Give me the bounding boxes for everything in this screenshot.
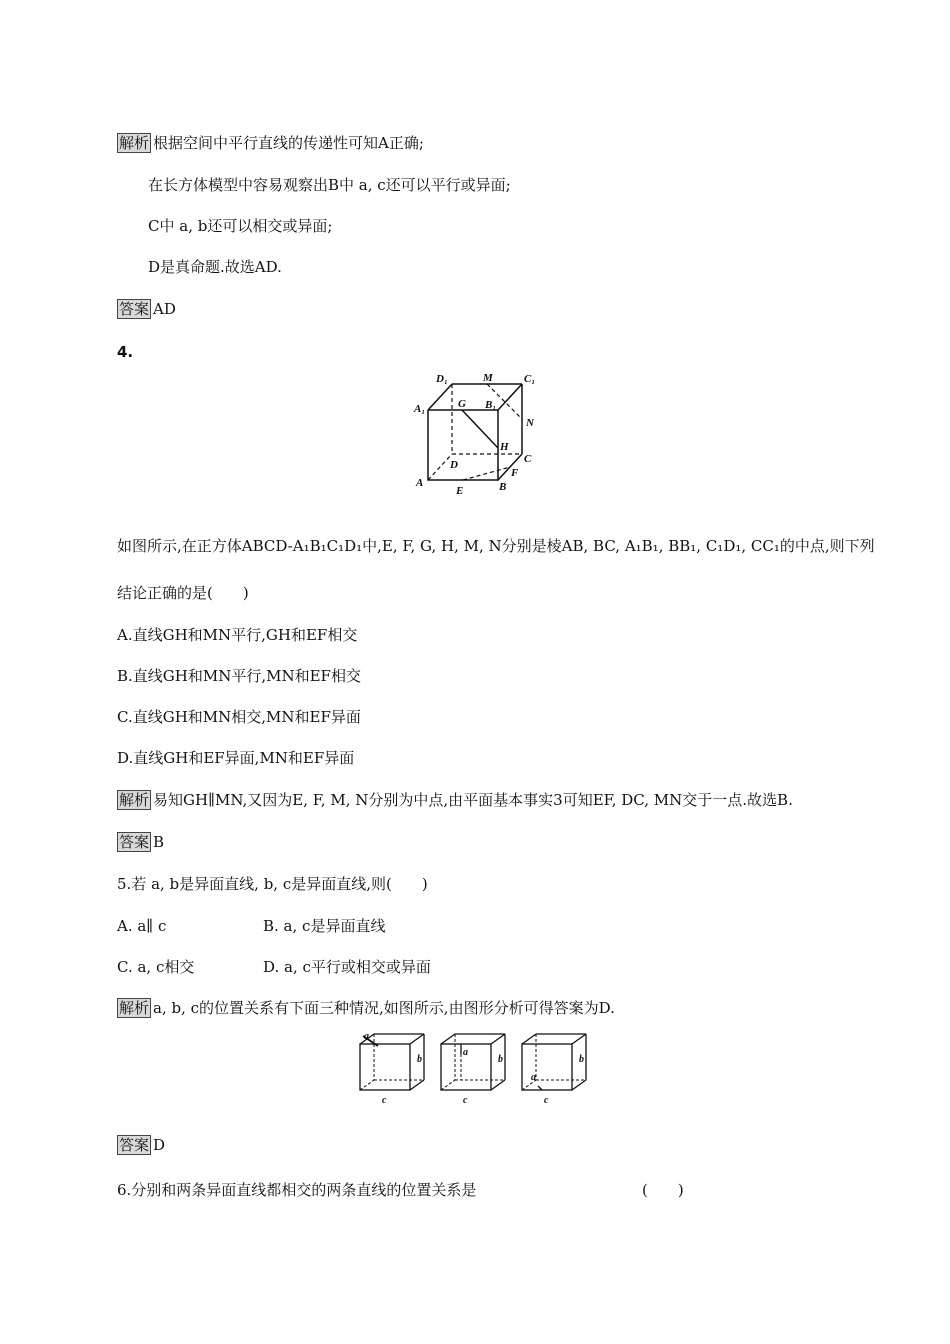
label-a: a [531, 1072, 536, 1083]
answer-tag: 答案 [119, 833, 150, 851]
label-B1: B₁ [485, 399, 497, 411]
question-5-option-c: C. a, c相交 [117, 958, 195, 976]
solution-q3-line3: C中 a, b还可以相交或异面; [148, 217, 333, 235]
label-c: c [544, 1095, 549, 1106]
label-A: A [416, 477, 424, 489]
answer-tag: 答案 [119, 1136, 150, 1154]
label-F: F [511, 467, 519, 479]
label-M: M [483, 372, 493, 384]
solution-q3-line2: 在长方体模型中容易观察出B中 a, c还可以平行或异面; [148, 176, 511, 194]
label-c: c [382, 1095, 387, 1106]
label-a: a [364, 1031, 369, 1042]
label-E: E [456, 485, 464, 497]
label-D: D [450, 459, 458, 471]
question-5-option-b: B. a, c是异面直线 [263, 917, 386, 935]
answer-q4: 答案 B [119, 833, 165, 851]
three-boxes-figure-q5 [355, 1030, 600, 1110]
question-5-option-a: A. a∥ c [117, 917, 167, 935]
label-H: H [500, 441, 509, 453]
question-4-option-b: B.直线GH和MN平行,MN和EF相交 [117, 667, 361, 685]
label-C: C [524, 453, 532, 465]
label-N: N [526, 417, 534, 429]
solution-tag: 解析 [119, 134, 150, 152]
question-4-option-c: C.直线GH和MN相交,MN和EF异面 [117, 708, 361, 726]
label-a: a [463, 1047, 468, 1058]
label-c: c [463, 1095, 468, 1106]
question-6-stem: 6.分别和两条异面直线都相交的两条直线的位置关系是 [117, 1181, 477, 1199]
label-b: b [498, 1054, 503, 1065]
question-4-stem-line1: 如图所示,在正方体ABCD-A₁B₁C₁D₁中,E, F, G, H, M, N分别是棱AB, BC, A₁B₁, BB₁, C₁D₁, CC₁的中点,则下列 [117, 537, 875, 555]
label-D1: D₁ [436, 373, 448, 385]
label-G: G [458, 398, 466, 410]
question-5-stem: 5.若 a, b是异面直线, b, c是异面直线,则( ) [117, 875, 428, 893]
question-4-number: 4. [117, 343, 134, 361]
label-b: b [579, 1054, 584, 1065]
solution-q3-line1: 解析 根据空间中平行直线的传递性可知A正确; [119, 134, 424, 152]
question-4-option-d: D.直线GH和EF异面,MN和EF异面 [117, 749, 355, 767]
question-5-option-d: D. a, c平行或相交或异面 [263, 958, 431, 976]
label-A1: A₁ [414, 403, 426, 415]
label-C1: C₁ [524, 373, 536, 385]
solution-tag: 解析 [119, 999, 150, 1017]
label-B: B [499, 481, 507, 493]
cube-figure-q4 [410, 370, 550, 500]
solution-tag: 解析 [119, 791, 150, 809]
answer-tag: 答案 [119, 300, 150, 318]
question-6-answer-blank: ( ) [642, 1181, 684, 1199]
question-4-option-a: A.直线GH和MN平行,GH和EF相交 [117, 626, 358, 644]
answer-q3: 答案 AD [119, 300, 176, 318]
answer-q5: 答案 D [119, 1136, 166, 1154]
label-b: b [417, 1054, 422, 1065]
solution-q4: 解析 易知GH∥MN,又因为E, F, M, N分别为中点,由平面基本事实3可知EF, DC, MN交于一点.故选B. [119, 791, 793, 809]
solution-q5: 解析 a, b, c的位置关系有下面三种情况,如图所示,由图形分析可得答案为D. [119, 999, 615, 1017]
question-4-stem-line2: 结论正确的是( ) [117, 584, 249, 602]
solution-q3-line4: D是真命题.故选AD. [148, 258, 282, 276]
